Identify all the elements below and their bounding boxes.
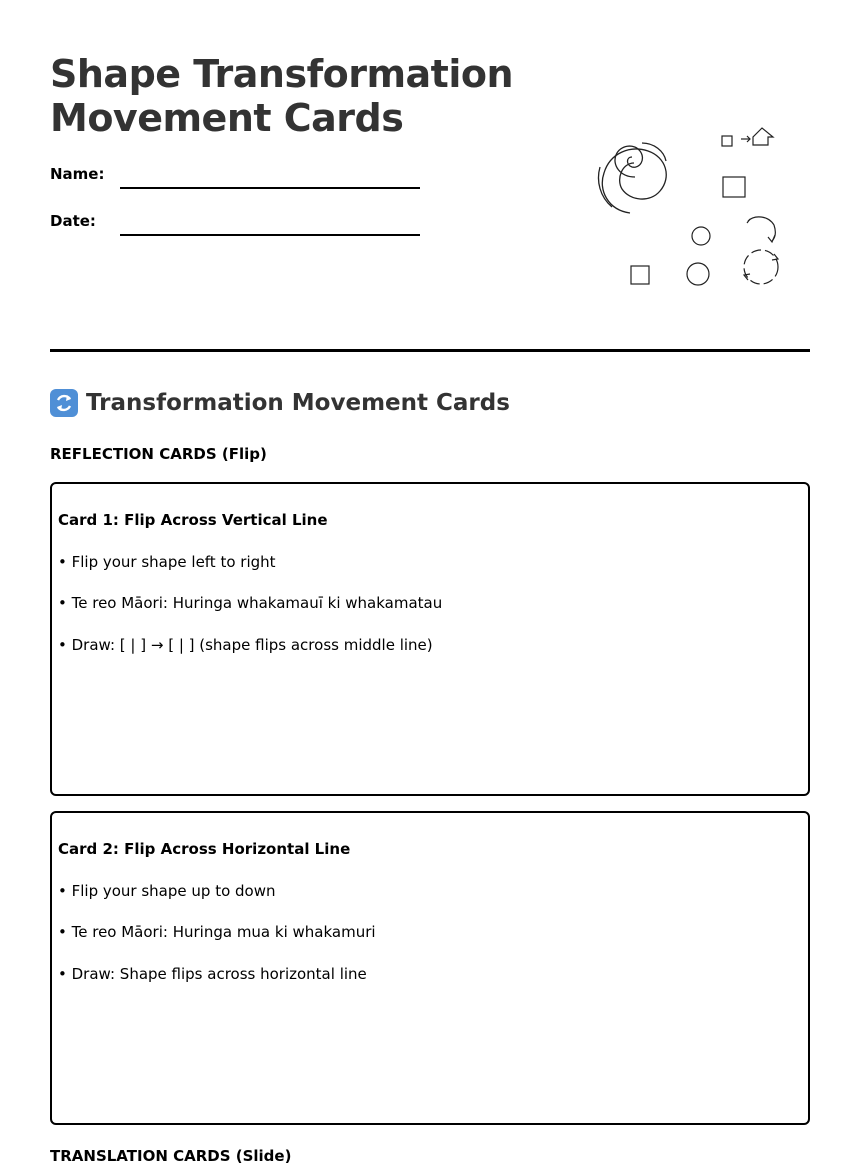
card-draw-instruction: • Draw: Shape flips across horizontal line — [58, 965, 367, 983]
circle-icon — [692, 227, 710, 245]
card-maori-text: • Te reo Māori: Huringa mua ki whakamuri — [58, 923, 376, 941]
section-title — [50, 388, 510, 418]
cycle-circle-icon — [744, 250, 778, 284]
card-title: Card 1: Flip Across Vertical Line — [58, 511, 328, 529]
card-title: Card 2: Flip Across Horizontal Line — [58, 840, 351, 858]
reflection-heading: REFLECTION CARDS (Flip) — [50, 445, 267, 463]
card-instruction: • Flip your shape up to down — [58, 882, 276, 900]
date-field[interactable] — [120, 234, 420, 236]
section-title-text: Transformation Movement Cards — [86, 390, 510, 416]
card-maori-text: • Te reo Māori: Huringa whakamauī ki whakamatau — [58, 594, 443, 612]
name-label: Name: — [50, 165, 105, 183]
reflection-card-2 — [50, 811, 810, 1125]
card-draw-instruction: • Draw: [ | ] → [ | ] (shape flips across middle line) — [58, 636, 433, 654]
page-title-line-1: Shape Transformation — [50, 52, 514, 96]
spiral-icon — [599, 143, 667, 213]
name-field[interactable] — [120, 187, 420, 189]
circle-icon-2 — [687, 263, 709, 285]
square-to-house-icon — [722, 128, 773, 146]
page-title — [50, 52, 513, 140]
page-title-line-2: Movement Cards — [50, 96, 404, 140]
small-square-icon — [631, 266, 649, 284]
square-icon — [723, 177, 745, 197]
cycle-arrows-icon — [50, 389, 78, 417]
reflection-card-1 — [50, 482, 810, 796]
card-instruction: • Flip your shape left to right — [58, 553, 276, 571]
rotate-arrows-icon — [747, 217, 775, 242]
date-label: Date: — [50, 212, 96, 230]
header-divider — [50, 349, 810, 352]
transformation-illustration — [590, 115, 800, 300]
translation-heading: TRANSLATION CARDS (Slide) — [50, 1147, 292, 1165]
